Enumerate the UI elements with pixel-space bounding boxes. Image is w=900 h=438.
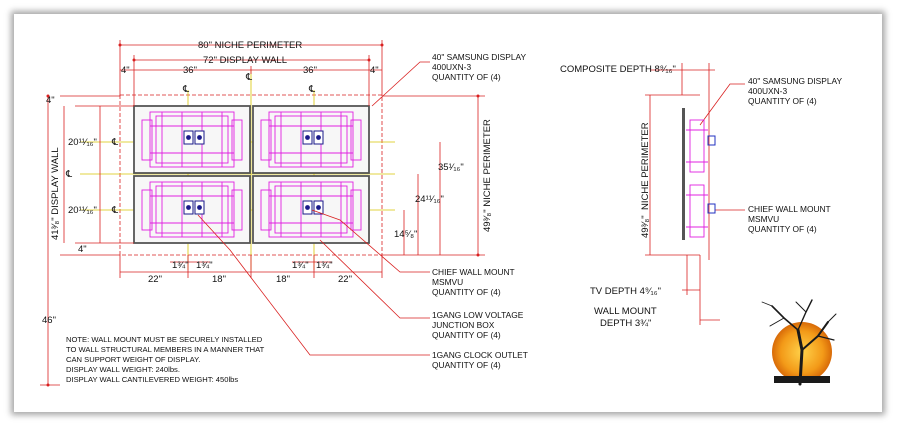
dim-box-offset: 1¾" <box>196 260 213 271</box>
display-side-profile <box>682 108 685 240</box>
side-callout-mount-line3: QUANTITY OF (4) <box>748 224 817 234</box>
side-callout-display-line3: QUANTITY OF (4) <box>748 96 817 106</box>
callout-junction-line1: 1GANG LOW VOLTAGE <box>432 310 524 320</box>
display-grid <box>134 106 369 243</box>
dim-box-offset: 1¾" <box>292 260 309 271</box>
side-wall-mount-line2: DEPTH 3¾" <box>600 318 652 329</box>
dim-display-wall: 72" DISPLAY WALL <box>203 55 287 66</box>
tree-sunset-logo-icon <box>762 300 836 384</box>
side-labels <box>560 64 842 329</box>
side-callout-mount-line1: CHIEF WALL MOUNT <box>748 204 831 214</box>
callout-mount-line3: QUANTITY OF (4) <box>432 287 501 297</box>
callout-outlet-line2: QUANTITY OF (4) <box>432 360 501 370</box>
callout-display-line2: 400UXN-3 <box>432 62 472 72</box>
dim-bottom-margin: 4" <box>78 244 87 255</box>
note-line3: CAN SUPPORT WEIGHT OF DISPLAY. <box>66 355 201 364</box>
note-line2: TO WALL STRUCTURAL MEMBERS IN A MANNER THAT <box>66 345 265 354</box>
callout-display-line1: 40" SAMSUNG DISPLAY <box>432 52 527 62</box>
centerline-mark: ℄ <box>112 137 119 148</box>
side-callout-display-line1: 40" SAMSUNG DISPLAY <box>748 76 843 86</box>
dim-display-wall-height: 41³⁄₈" DISPLAY WALL <box>50 147 61 240</box>
drawing-sheet <box>14 14 882 412</box>
centerline-mark: ℄ <box>183 84 190 95</box>
side-composite-depth: COMPOSITE DEPTH 8⁹⁄₁₆" <box>560 64 676 75</box>
dim-half-left: 36" <box>183 65 197 76</box>
side-callout-mount-line2: MSMVU <box>748 214 780 224</box>
note-line5: DISPLAY WALL CANTILEVERED WEIGHT: 450lbs <box>66 375 239 384</box>
centerline-mark: ℄ <box>246 72 253 83</box>
dim-top-margin: 4" <box>46 95 55 106</box>
dim-row-bottom: 20¹¹⁄₁₆" <box>68 205 97 216</box>
centerline-mark: ℄ <box>112 205 119 216</box>
centerline-mark: ℄ <box>309 84 316 95</box>
dim-box-offset: 1¾" <box>316 260 333 271</box>
side-tv-depth: TV DEPTH 4⁹⁄₁₆" <box>590 286 661 297</box>
side-mount-profile <box>686 120 708 237</box>
note-line4: DISPLAY WALL WEIGHT: 240lbs. <box>66 365 180 374</box>
dim-niche-perimeter: 80" NICHE PERIMETER <box>198 40 303 51</box>
front-callouts <box>432 52 528 370</box>
side-niche-perimeter: NICHE PERIMETER <box>640 122 651 210</box>
callout-display-line3: QUANTITY OF (4) <box>432 72 501 82</box>
callout-mount-line1: CHIEF WALL MOUNT <box>432 267 515 277</box>
dim-bottom-22-left: 22" <box>148 274 162 285</box>
dim-bottom-18-left: 18" <box>212 274 226 285</box>
dim-half-right: 36" <box>303 65 317 76</box>
side-niche-height: 49³⁄₈" <box>640 215 651 238</box>
callout-outlet-line1: 1GANG CLOCK OUTLET <box>432 350 528 360</box>
dim-box-offset: 1¾" <box>172 260 189 271</box>
dim-row-top: 20¹¹⁄₁₆" <box>68 137 97 148</box>
side-view <box>682 108 715 240</box>
dim-height-14: 14⁵⁄₈" <box>394 229 418 240</box>
side-callout-display-line2: 400UXN-3 <box>748 86 788 96</box>
dim-floor-height: 46" <box>42 315 56 326</box>
installation-note <box>66 335 265 384</box>
dim-margin-left: 4" <box>121 65 130 76</box>
dim-margin-right: 4" <box>370 65 379 76</box>
callout-junction-line3: QUANTITY OF (4) <box>432 330 501 340</box>
side-wall-mount-line1: WALL MOUNT <box>594 306 657 317</box>
dim-height-24: 24¹¹⁄₁₆" <box>415 194 444 205</box>
callout-junction-line2: JUNCTION BOX <box>432 320 495 330</box>
cad-drawing <box>14 14 882 412</box>
dim-niche-height: 49³⁄₈" NICHE PERIMETER <box>482 119 493 232</box>
callout-mount-line2: MSMVU <box>432 277 464 287</box>
note-line1: NOTE: WALL MOUNT MUST BE SECURELY INSTALLED <box>66 335 263 344</box>
dim-height-35: 35¹⁄₁₆" <box>438 162 464 173</box>
centerline-mark: ℄ <box>66 169 73 180</box>
dim-bottom-18-right: 18" <box>276 274 290 285</box>
dim-bottom-22-right: 22" <box>338 274 352 285</box>
